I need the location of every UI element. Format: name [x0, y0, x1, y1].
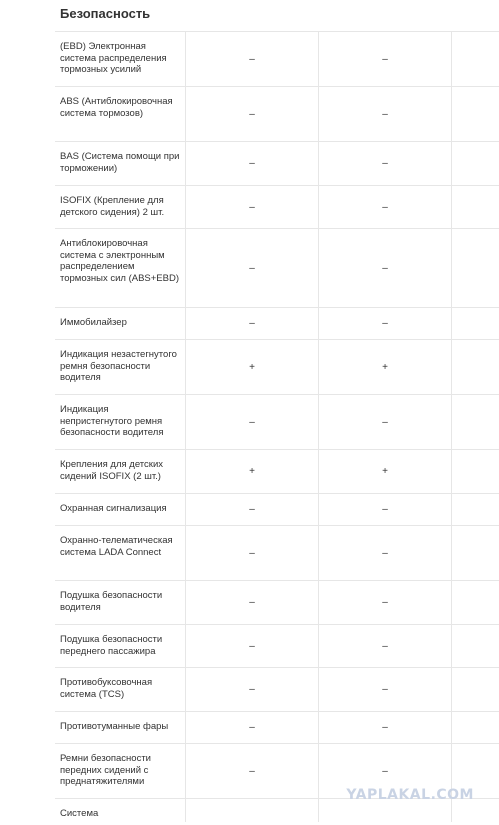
table-row — [55, 624, 499, 667]
feature-value-1: – — [186, 229, 319, 307]
table-row — [55, 185, 499, 228]
extra-column-cell — [452, 87, 499, 141]
extra-column-cell — [452, 450, 499, 493]
feature-value-2: – — [319, 395, 452, 449]
feature-name: Крепления для детских сидений ISOFIX (2 шт.) — [55, 450, 186, 493]
feature-name: ISOFIX (Крепление для детского сидения) 2 шт. — [55, 186, 186, 228]
table-row — [55, 31, 499, 86]
table-row — [55, 339, 499, 394]
feature-value-2: – — [319, 581, 452, 624]
extra-column-cell — [452, 581, 499, 624]
table-row — [55, 307, 499, 339]
extra-column-cell — [452, 32, 499, 86]
table-row — [55, 667, 499, 711]
feature-value-2: – — [319, 494, 452, 525]
extra-column-cell — [452, 712, 499, 743]
feature-value-1: – — [186, 712, 319, 743]
extra-column-cell — [452, 229, 499, 307]
extra-column-cell — [452, 340, 499, 394]
feature-value-2: – — [319, 87, 452, 141]
feature-value-2: – — [319, 308, 452, 339]
feature-value-1 — [186, 799, 319, 822]
feature-name: Противотуманные фары — [55, 712, 186, 743]
feature-name: BAS (Система помощи при торможении) — [55, 142, 186, 185]
feature-value-2: – — [319, 668, 452, 711]
feature-value-1: – — [186, 526, 319, 580]
feature-name: (EBD) Электронная система распределения тормозных усилий — [55, 32, 186, 86]
table-row — [55, 141, 499, 185]
extra-column-cell — [452, 142, 499, 185]
extra-column-cell — [452, 526, 499, 580]
extra-column-cell — [452, 186, 499, 228]
feature-name: Антиблокировочная система с электронным распределением тормозных сил (ABS+EBD) — [55, 229, 186, 307]
section-title: Безопасность — [60, 6, 151, 21]
feature-value-1: – — [186, 186, 319, 228]
watermark: YAPLAKAL.COM — [346, 787, 474, 803]
feature-name: Иммобилайзер — [55, 308, 186, 339]
feature-value-1: – — [186, 87, 319, 141]
feature-value-2: – — [319, 712, 452, 743]
extra-column-cell — [452, 395, 499, 449]
feature-value-1: – — [186, 308, 319, 339]
feature-value-2: – — [319, 744, 452, 798]
feature-value-1: – — [186, 625, 319, 667]
feature-value-1: – — [186, 581, 319, 624]
table-row — [55, 711, 499, 743]
feature-value-1: – — [186, 142, 319, 185]
feature-value-2: – — [319, 526, 452, 580]
feature-name: Индикация незастегнутого ремня безопасности водителя — [55, 340, 186, 394]
table-row — [55, 580, 499, 624]
feature-name: Ремни безопасности передних сидений с преднатяжителями — [55, 744, 186, 798]
feature-name: Противобуксовочная система (TCS) — [55, 668, 186, 711]
feature-value-2: – — [319, 229, 452, 307]
extra-column-cell — [452, 308, 499, 339]
feature-name: Подушка безопасности водителя — [55, 581, 186, 624]
table-row — [55, 228, 499, 307]
feature-value-1: + — [186, 340, 319, 394]
table-row — [55, 449, 499, 493]
feature-name: Подушка безопасности переднего пассажира — [55, 625, 186, 667]
feature-name: Охранная сигнализация — [55, 494, 186, 525]
feature-name: Система — [55, 799, 186, 822]
feature-value-1: – — [186, 744, 319, 798]
feature-value-1: – — [186, 32, 319, 86]
feature-value-2: + — [319, 450, 452, 493]
feature-value-2: – — [319, 32, 452, 86]
feature-value-1: – — [186, 668, 319, 711]
table-row — [55, 86, 499, 141]
feature-name: Индикация непристегнутого ремня безопасности водителя — [55, 395, 186, 449]
feature-name: ABS (Антиблокировочная система тормозов) — [55, 87, 186, 141]
feature-value-2: + — [319, 340, 452, 394]
feature-value-1: – — [186, 395, 319, 449]
extra-column-cell — [452, 494, 499, 525]
feature-value-1: – — [186, 494, 319, 525]
feature-name: Охранно-телематическая система LADA Connect — [55, 526, 186, 580]
feature-value-1: + — [186, 450, 319, 493]
extra-column-cell — [452, 668, 499, 711]
feature-value-2: – — [319, 142, 452, 185]
table-row — [55, 394, 499, 449]
table-row — [55, 493, 499, 525]
feature-value-2: – — [319, 186, 452, 228]
table-row — [55, 525, 499, 580]
features-table — [55, 31, 499, 822]
feature-value-2: – — [319, 625, 452, 667]
extra-column-cell — [452, 625, 499, 667]
